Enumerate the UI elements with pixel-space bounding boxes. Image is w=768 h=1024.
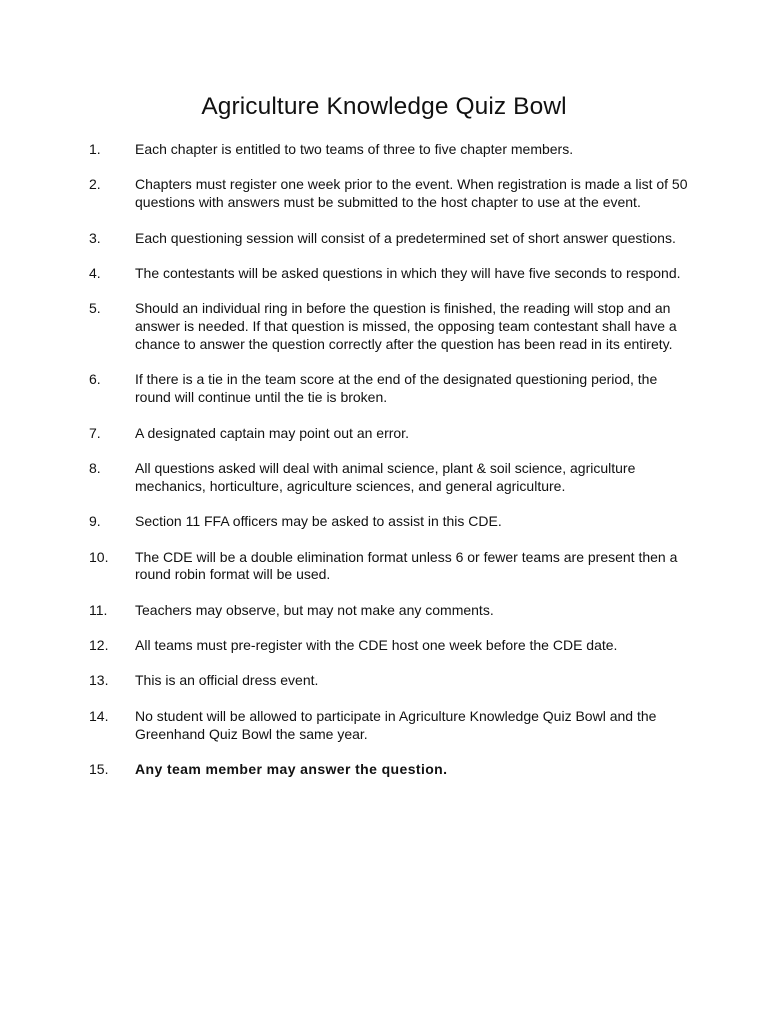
rule-text: Teachers may observe, but may not make any comments.	[135, 601, 494, 618]
rule-text: All questions asked will deal with animal science, plant & soil science, agriculture mechanics, horticulture, agriculture sciences, and general agriculture.	[135, 459, 636, 494]
rule-text: Chapters must register one week prior to the event. When registration is made a list of 50 questions with answers must be submitted to the host chapter to use at the event.	[135, 176, 688, 211]
rule-text: Each questioning session will consist of a predetermined set of short answer questions.	[135, 229, 676, 246]
rule-number: 11.	[89, 601, 108, 618]
rule-text: No student will be allowed to participate in Agriculture Knowledge Quiz Bowl and the Greenhand Quiz Bowl the same year.	[135, 707, 657, 742]
rule-item	[89, 761, 689, 779]
rule-text: All teams must pre-register with the CDE host one week before the CDE date.	[135, 637, 618, 654]
rule-item	[89, 672, 689, 690]
rule-item	[89, 176, 689, 212]
rule-number: 5.	[89, 300, 101, 317]
rule-number: 14.	[89, 707, 109, 724]
rule-text: If there is a tie in the team score at the end of the designated questioning period, the round will continue until the tie is broken.	[135, 371, 658, 406]
rule-text: Any team member may answer the question.	[135, 761, 448, 778]
rule-number: 2.	[89, 176, 101, 193]
rule-number: 9.	[89, 513, 101, 530]
rule-number: 10.	[89, 548, 109, 565]
rule-number: 4.	[89, 264, 101, 281]
rule-number: 8.	[89, 459, 101, 476]
rule-text: A designated captain may point out an error.	[135, 424, 409, 441]
rule-item	[89, 549, 689, 585]
rule-text: This is an official dress event.	[135, 672, 319, 689]
rule-number: 7.	[89, 424, 101, 441]
rule-number: 3.	[89, 229, 101, 246]
rule-text: The CDE will be a double elimination format unless 6 or fewer teams are present then a round robin format will be used.	[135, 548, 678, 583]
rule-item	[89, 708, 689, 744]
rule-number: 12.	[89, 637, 109, 654]
rule-item	[89, 425, 689, 443]
rule-item	[89, 265, 689, 283]
rule-number: 6.	[89, 371, 101, 388]
rule-text: Each chapter is entitled to two teams of three to five chapter members.	[135, 141, 574, 157]
rule-number: 13.	[89, 672, 109, 689]
rule-item	[89, 602, 689, 620]
rule-number: 1.	[89, 141, 101, 157]
rule-number: 15.	[89, 761, 109, 778]
page-title: Agriculture Knowledge Quiz Bowl	[201, 93, 567, 120]
rules-list	[89, 141, 689, 796]
rule-item	[89, 371, 689, 407]
rule-text: Should an individual ring in before the question is finished, the reading will stop and an answer is needed. If that question is missed, the opposing team contestant shall have a chance to answer the question correctly after the question has been read in its entirety.	[135, 300, 677, 352]
rule-item	[89, 300, 689, 353]
rule-text: Section 11 FFA officers may be asked to assist in this CDE.	[135, 513, 502, 530]
rule-item	[89, 513, 689, 531]
rule-item	[89, 230, 689, 248]
rule-text: The contestants will be asked questions in which they will have five seconds to respond.	[135, 264, 681, 281]
rule-item	[89, 637, 689, 655]
rule-item	[89, 460, 689, 496]
rule-item	[89, 141, 689, 159]
